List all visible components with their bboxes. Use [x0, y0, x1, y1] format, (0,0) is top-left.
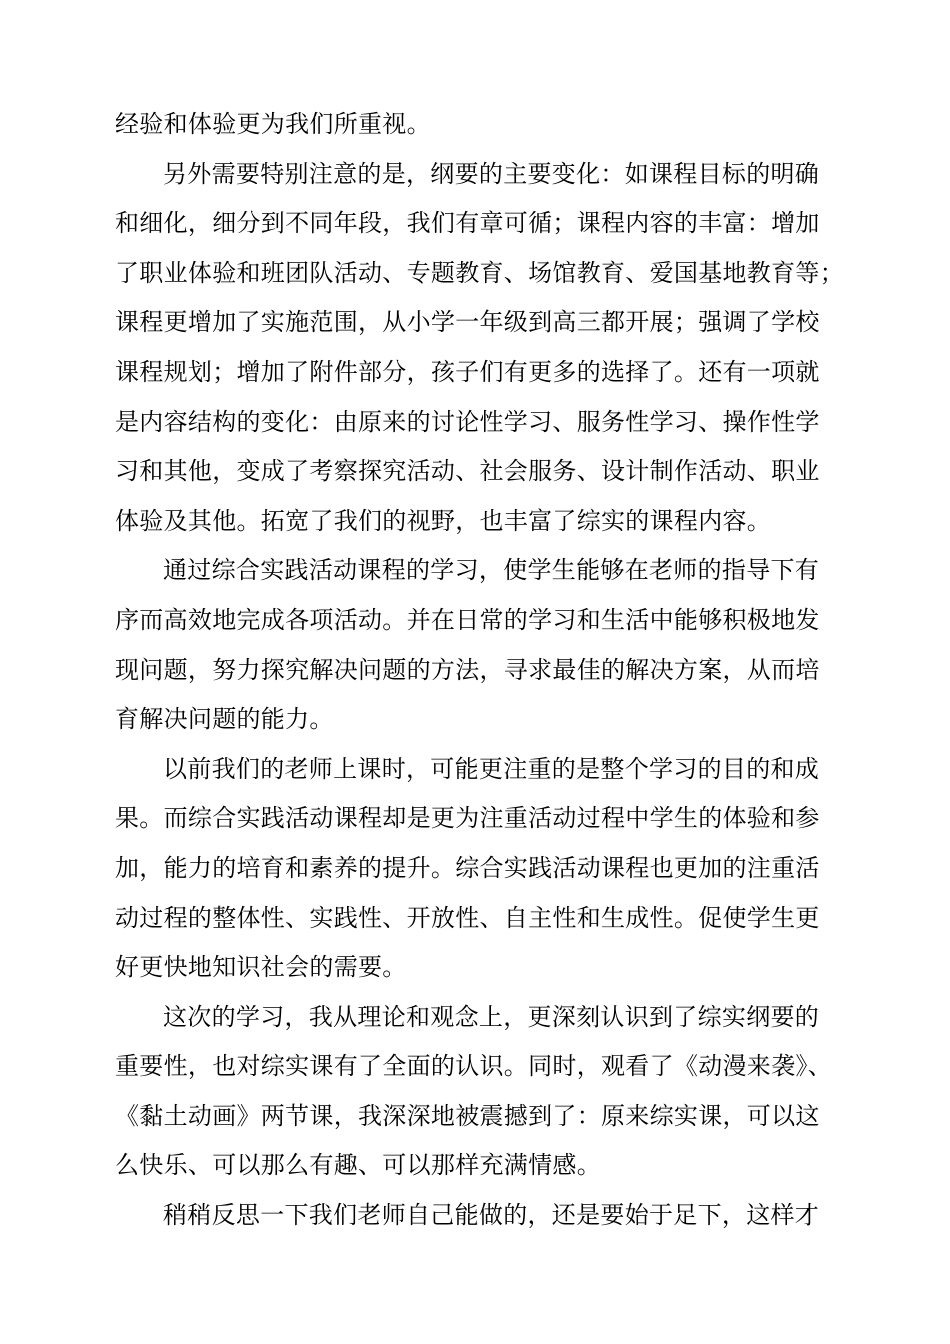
text-line: 序而高效地完成各项活动。并在日常的学习和生活中能够积极地发 — [115, 605, 820, 634]
body-text — [115, 100, 875, 1241]
text-line: 现问题，努力探究解决问题的方法，寻求最佳的解决方案，从而培 — [115, 655, 820, 684]
text-line: 课程更增加了实施范围，从小学一年级到高三都开展；强调了学校 — [115, 308, 820, 337]
paragraph-first-line: 通过综合实践活动课程的学习，使学生能够在老师的指导下有 — [163, 556, 820, 585]
text-line: 经验和体验更为我们所重视。 — [115, 110, 431, 138]
paragraph-first-line: 这次的学习，我从理论和观念上，更深刻认识到了综实纲要的 — [163, 1002, 820, 1031]
text-line: 和细化，细分到不同年段，我们有章可循；课程内容的丰富：增加 — [115, 209, 820, 238]
text-line: 了职业体验和班团队活动、专题教育、场馆教育、爱国基地教育等； — [115, 258, 844, 287]
text-line: 好更快地知识社会的需要。 — [115, 953, 407, 982]
paragraph-first-line: 稍稍反思一下我们老师自己能做的，还是要始于足下，这样才 — [163, 1201, 820, 1230]
text-line: 《黏土动画》两节课，我深深地被震撼到了：原来综实课，可以这 — [115, 1101, 820, 1130]
text-line: 果。而综合实践活动课程却是更为注重活动过程中学生的体验和参 — [115, 804, 820, 833]
text-line: 么快乐、可以那么有趣、可以那样充满情感。 — [115, 1151, 601, 1180]
paragraph-first-line: 另外需要特别注意的是，纲要的主要变化：如课程目标的明确 — [163, 159, 820, 188]
text-line: 重要性，也对综实课有了全面的认识。同时，观看了《动漫来袭》、 — [115, 1052, 832, 1081]
text-line: 体验及其他。拓宽了我们的视野，也丰富了综实的课程内容。 — [115, 506, 772, 535]
text-line: 加，能力的培育和素养的提升。综合实践活动课程也更加的注重活 — [115, 853, 820, 882]
text-line: 是内容结构的变化：由原来的讨论性学习、服务性学习、操作性学 — [115, 407, 820, 436]
text-line: 育解决问题的能力。 — [115, 705, 334, 734]
text-line: 课程规划；增加了附件部分，孩子们有更多的选择了。还有一项就 — [115, 357, 820, 386]
text-line: 动过程的整体性、实践性、开放性、自主性和生成性。促使学生更 — [115, 903, 820, 932]
paragraph-first-line: 以前我们的老师上课时，可能更注重的是整个学习的目的和成 — [163, 754, 820, 783]
text-line: 习和其他，变成了考察探究活动、社会服务、设计制作活动、职业 — [115, 457, 820, 486]
